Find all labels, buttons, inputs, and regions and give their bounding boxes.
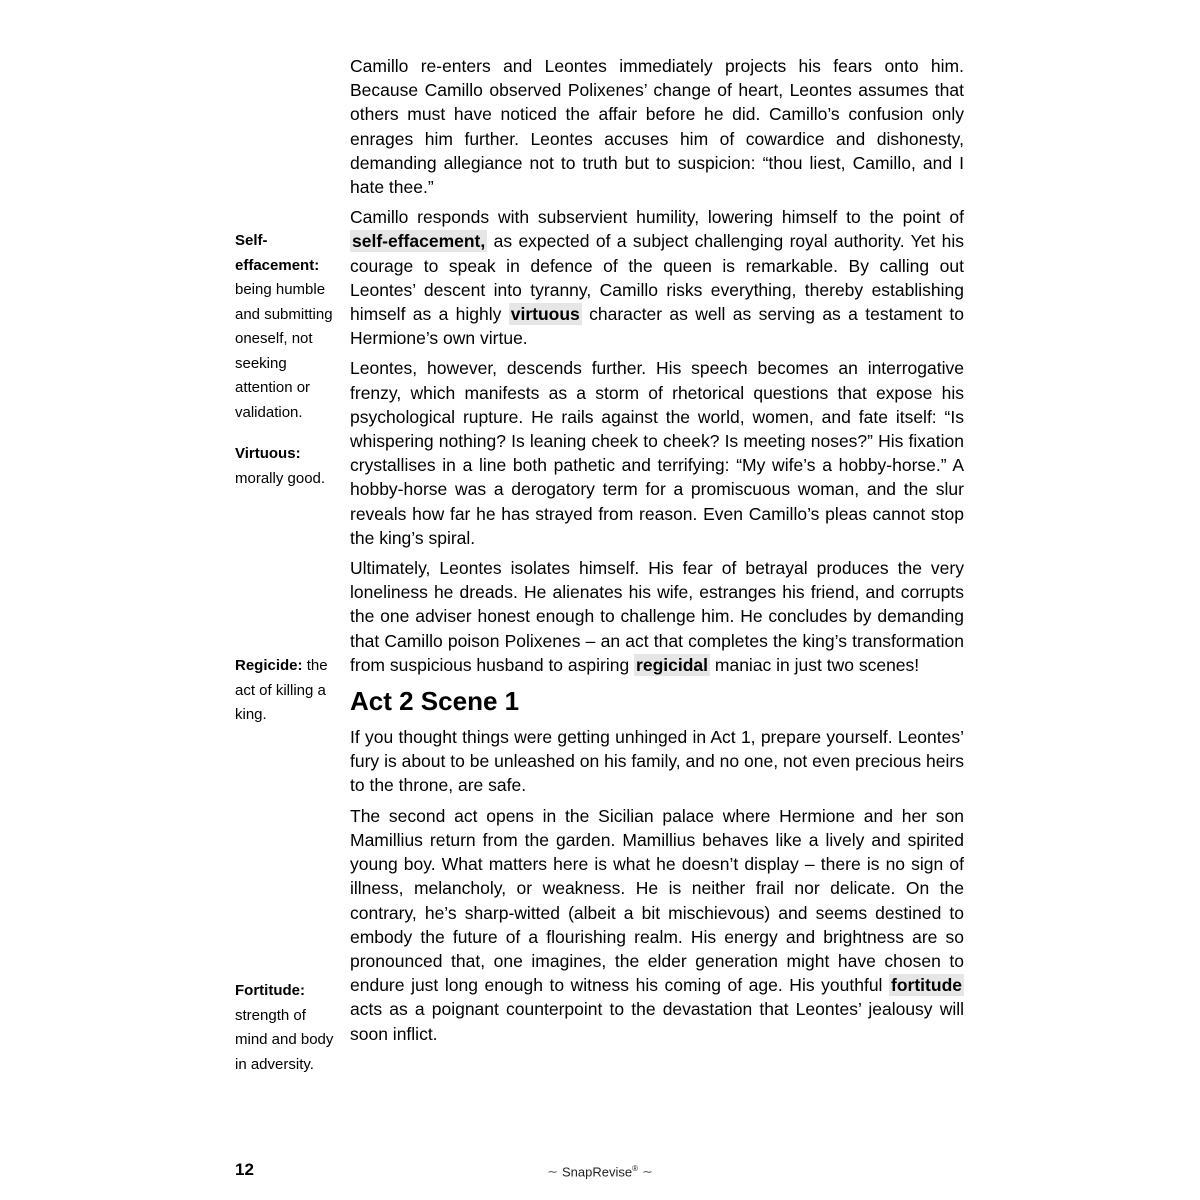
margin-term: Self-effacement: <box>235 232 320 274</box>
body-paragraph: Ultimately, Leontes isolates himself. His fear of betrayal produces the very loneliness he dreads. He alienates his wife, estranges his friend, and corrupts the one adviser honest enough to challenge him. He concludes by demanding that Camillo poison Polixenes – an act that completes the king’s transformation from suspicious husband to aspiring regicidal maniac in just two scenes! <box>350 558 964 675</box>
body-paragraph: Camillo re-enters and Leontes immediately projects his fears onto him. Because Camillo observed Polixenes’ change of heart, Leontes assumes that others must have noticed the affair before he did. Camillo’s confusion only enrages him further. Leontes accuses him of cowardice and dishonesty, demanding allegiance not to truth but to suspicion: “thou liest, Camillo, and I hate thee.” <box>350 56 964 198</box>
brand-name: SnapRevise <box>561 1164 633 1180</box>
highlighted-term: virtuous <box>510 304 580 325</box>
margin-note-regicide <box>235 654 341 728</box>
body-paragraph: The second act opens in the Sicilian palace where Hermione and her son Mamillius return from the garden. Mamillius behaves like a lively and spirited young boy. What matters here is what he doesn’t display – there is no sign of illness, melancholy, or weakness. He is neither frail nor delicate. On the contrary, he’s sharp-witted (albeit a bit mischievous) and seems destined to embody the future of a flourishing realm. His energy and brightness are so pronounced that, one imagines, the elder generation might have chosen to endure just long enough to witness his coming of age. His youthful fortitude acts as a poignant counterpoint to the devastation that Leontes’ jealousy will soon inflict. <box>350 805 964 1044</box>
margin-term: Virtuous: <box>235 445 301 462</box>
margin-note-self-effacement <box>235 229 341 425</box>
tilde-left-decoration: ∼ <box>547 1164 558 1180</box>
margin-definition: strength of mind and body in adversity. <box>235 1006 334 1073</box>
margin-term: Regicide: <box>235 657 303 674</box>
body-paragraph: Camillo responds with subservient humility, lowering himself to the point of self-effacement, as expected of a subject challenging royal authority. Yet his courage to speak in defence of the queen is remarkable. By calling out Leontes’ descent into tyranny, Camillo risks everything, thereby establishing himself as a highly virtuous character as well as serving as a testament to Hermione’s own virtue. <box>350 207 964 349</box>
margin-note-virtuous <box>235 442 341 491</box>
margin-definition: the act of killing a king. <box>235 657 328 723</box>
main-column <box>350 54 964 1052</box>
body-paragraph: If you thought things were getting unhinged in Act 1, prepare yourself. Leontes’ fury is about to be unleashed on his family, and no one, not even precious heirs to the throne, are safe. <box>350 727 964 796</box>
highlighted-term: self-effacement, <box>352 231 486 252</box>
highlighted-term: regicidal <box>636 654 709 675</box>
margin-note-fortitude <box>235 979 341 1077</box>
section-heading: Act 2 Scene 1 <box>350 686 520 717</box>
footer-brand <box>0 1164 1200 1180</box>
margin-definition: morally good. <box>235 469 326 487</box>
body-paragraph: Leontes, however, descends further. His speech becomes an interrogative frenzy, which manifests as a storm of rhetorical questions that expose his psychological rupture. He rails against the world, women, and fate itself: “Is whispering nothing? Is leaning cheek to cheek? Is meeting noses?” His fixation crystallises in a line both pathetic and terrifying: “My wife’s a hobby-horse.” A hobby-horse was a derogatory term for a promiscuous woman, and the slur reveals how far he has strayed from reason. Even Camillo’s pleas cannot stop the king’s spiral. <box>350 358 964 548</box>
registered-trademark-symbol: ® <box>632 1164 638 1173</box>
highlighted-term: fortitude <box>891 975 962 996</box>
tilde-right-decoration: ∼ <box>642 1164 653 1180</box>
margin-term: Fortitude: <box>235 982 305 999</box>
page-number: 12 <box>235 1160 254 1179</box>
margin-definition: being humble and submitting oneself, not seeking attention or validation. <box>235 281 333 421</box>
